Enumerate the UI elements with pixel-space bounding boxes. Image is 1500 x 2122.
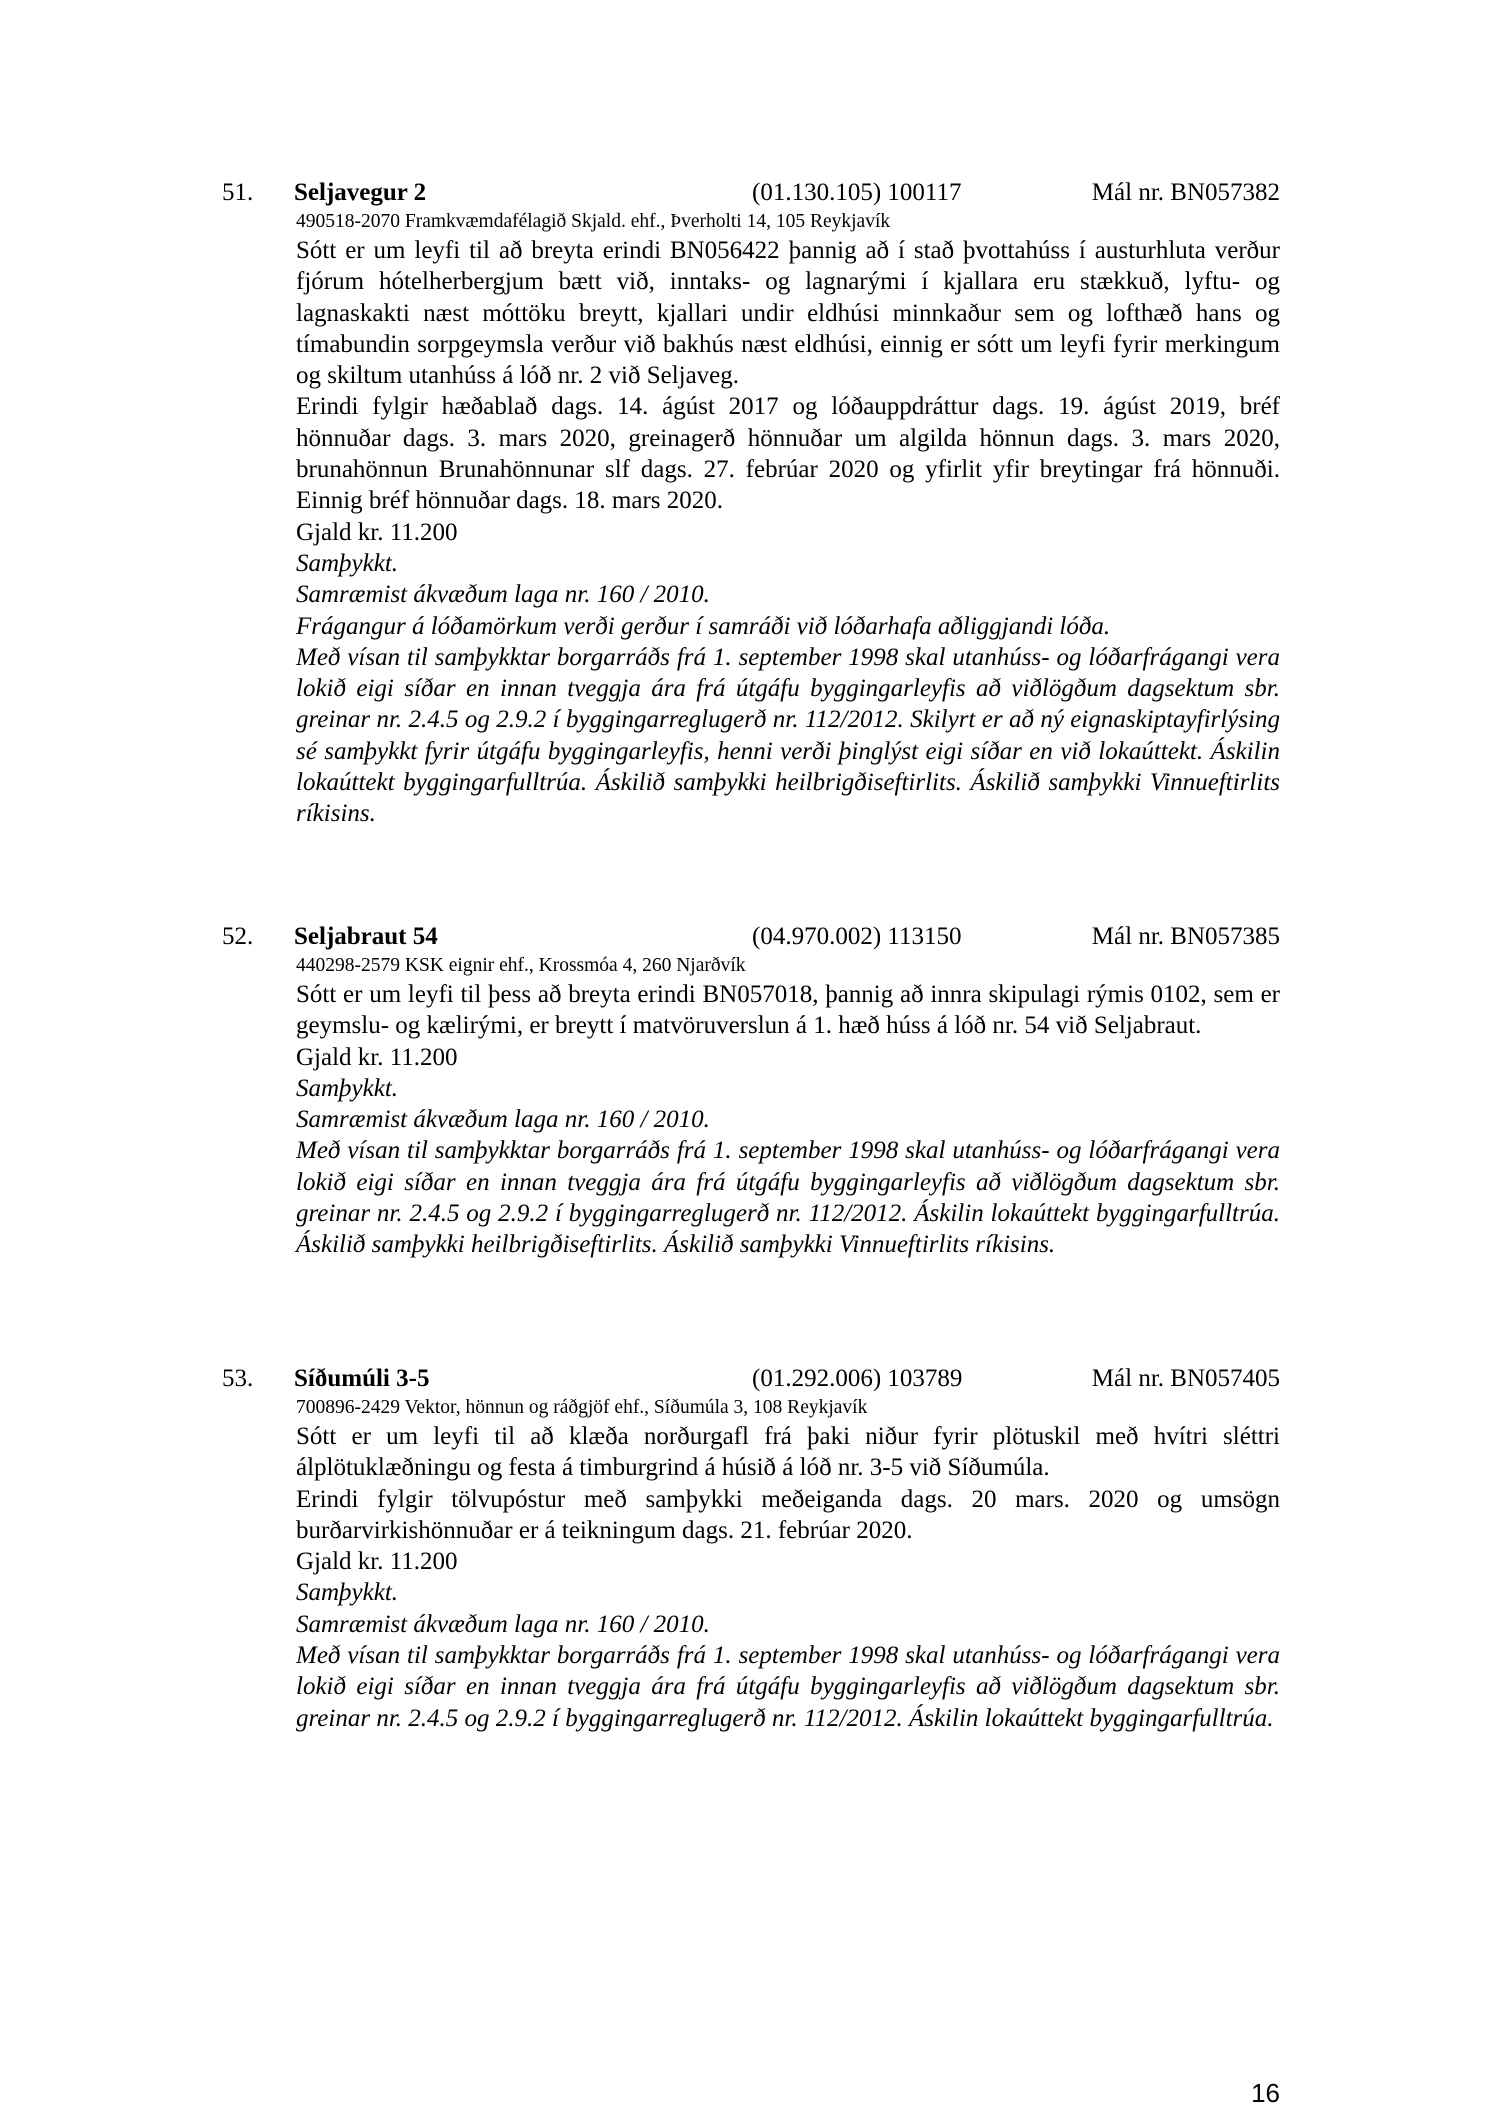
entry-body — [296, 1421, 1280, 1734]
entry-title: Seljavegur 2 — [294, 179, 427, 206]
entry-53 — [222, 1363, 1280, 1734]
entry-title: Síðumúli 3-5 — [294, 1365, 430, 1392]
page-number: 16 — [1251, 2078, 1280, 2108]
property-code: (01.130.105) 100117 — [752, 179, 962, 206]
condition: Frágangur á lóðamörkum verði gerður í samráði við lóðarhafa aðliggjandi lóða. — [296, 612, 1111, 640]
description: Sótt er um leyfi til að klæða norðurgafl frá þaki niður fyrir plötuskil með hvítri sléttri álplötuklæðningu og festa á timburgrind á húsið á lóð nr. 3-5 við Síðumúla. — [296, 1423, 1280, 1482]
attachments: Erindi fylgir tölvupóstur með samþykki meðeiganda dags. 20 mars. 2020 og umsögn burðarvirkishönnuðar er á teikningum dags. 21. febrúar 2020. — [296, 1485, 1280, 1544]
decision: Samþykkt. — [296, 1579, 399, 1607]
condition: Með vísan til samþykktar borgarráðs frá 1. september 1998 skal utanhúss- og lóðarfrágangi vera lokið eigi síðar en innan tveggja ára frá útgáfu byggingarleyfis að viðlögðum dagsektum sbr. greinar nr. 2.4.5 og 2.9.2 í byggingarreglugerð nr. 112/2012. Skilyrt er að ný eignaskiptayfirlýsing sé samþykkt fyrir útgáfu byggingarleyfis, henni verði þinglýst eigi síðar en við lokaúttekt. Áskilin lokaúttekt byggingarfulltrúa. Áskilið samþykki heilbrigðiseftirlits. Áskilið samþykki Vinnueftirlits ríkisins. — [296, 643, 1280, 828]
entry-body — [296, 235, 1280, 830]
entry-header — [222, 1363, 1280, 1395]
decision: Samþykkt. — [296, 549, 399, 577]
property-code: (04.970.002) 113150 — [752, 923, 962, 950]
case-number: Mál nr. BN057385 — [1091, 923, 1280, 950]
condition: Með vísan til samþykktar borgarráðs frá 1. september 1998 skal utanhúss- og lóðarfrágangi vera lokið eigi síðar en innan tveggja ára frá útgáfu byggingarleyfis að viðlögðum dagsektum sbr. greinar nr. 2.4.5 og 2.9.2 í byggingarreglugerð nr. 112/2012. Áskilin lokaúttekt byggingarfulltrúa. — [296, 1642, 1280, 1732]
entry-body — [296, 979, 1280, 1261]
applicant: 700896-2429 Vektor, hönnun og ráðgjöf ehf., Síðumúla 3, 108 Reykjavík — [296, 1397, 868, 1418]
condition: Með vísan til samþykktar borgarráðs frá 1. september 1998 skal utanhúss- og lóðarfrágangi vera lokið eigi síðar en innan tveggja ára frá útgáfu byggingarleyfis að viðlögðum dagsektum sbr. greinar nr. 2.4.5 og 2.9.2 í byggingarreglugerð nr. 112/2012. Áskilin lokaúttekt byggingarfulltrúa. Áskilið samþykki heilbrigðiseftirlits. Áskilið samþykki Vinnueftirlits ríkisins. — [296, 1137, 1280, 1259]
entry-number: 51. — [222, 179, 254, 206]
applicant: 490518-2070 Framkvæmdafélagið Skjald. ehf., Þverholti 14, 105 Reykjavík — [296, 211, 891, 232]
entry-header — [222, 921, 1280, 953]
entry-number: 52. — [222, 923, 254, 950]
entry-number: 53. — [222, 1365, 254, 1392]
law-compliance: Samræmist ákvæðum laga nr. 160 / 2010. — [296, 1106, 710, 1134]
entry-header — [222, 177, 1280, 209]
attachments: Erindi fylgir hæðablað dags. 14. ágúst 2017 og lóðauppdráttur dags. 19. ágúst 2019, bréf hönnuðar dags. 3. mars 2020, greinagerð hönnuðar um algilda hönnun dags. 3. mars 2020, brunahönnun Brunahönnunar slf dags. 27. febrúar 2020 og yfirlit yfir breytingar frá hönnuði. Einnig bréf hönnuðar dags. 18. mars 2020. — [296, 393, 1280, 515]
applicant: 440298-2579 KSK eignir ehf., Krossmóa 4, 260 Njarðvík — [296, 955, 746, 976]
case-number: Mál nr. BN057405 — [1091, 1365, 1280, 1392]
fee: Gjald kr. 11.200 — [296, 1043, 458, 1071]
entry-title: Seljabraut 54 — [294, 923, 438, 950]
decision: Samþykkt. — [296, 1074, 399, 1102]
fee: Gjald kr. 11.200 — [296, 1548, 458, 1576]
description: Sótt er um leyfi til þess að breyta erindi BN057018, þannig að innra skipulagi rýmis 0102, sem er geymslu- og kælirými, er breytt í matvöruverslun á 1. hæð húss á lóð nr. 54 við Seljabraut. — [296, 981, 1280, 1040]
law-compliance: Samræmist ákvæðum laga nr. 160 / 2010. — [296, 581, 710, 609]
law-compliance: Samræmist ákvæðum laga nr. 160 / 2010. — [296, 1610, 710, 1638]
property-code: (01.292.006) 103789 — [752, 1365, 963, 1392]
fee: Gjald kr. 11.200 — [296, 518, 458, 546]
entry-52 — [222, 921, 1280, 1261]
entry-51 — [222, 177, 1280, 830]
case-number: Mál nr. BN057382 — [1091, 179, 1280, 206]
description: Sótt er um leyfi til að breyta erindi BN056422 þannig að í stað þvottahúss í austurhluta verður fjórum hótelherbergjum bætt við, inntaks- og lagnarými í kjallara eru stækkuð, lyftu- og lagnaskakti næst móttöku breytt, kjallari undir eldhúsi minnkaður sem og lofthæð hans og tímabundin sorpgeymsla verður við bakhús næst eldhúsi, einnig er sótt um leyfi fyrir merkingum og skiltum utanhúss á lóð nr. 2 við Seljaveg. — [296, 237, 1280, 390]
